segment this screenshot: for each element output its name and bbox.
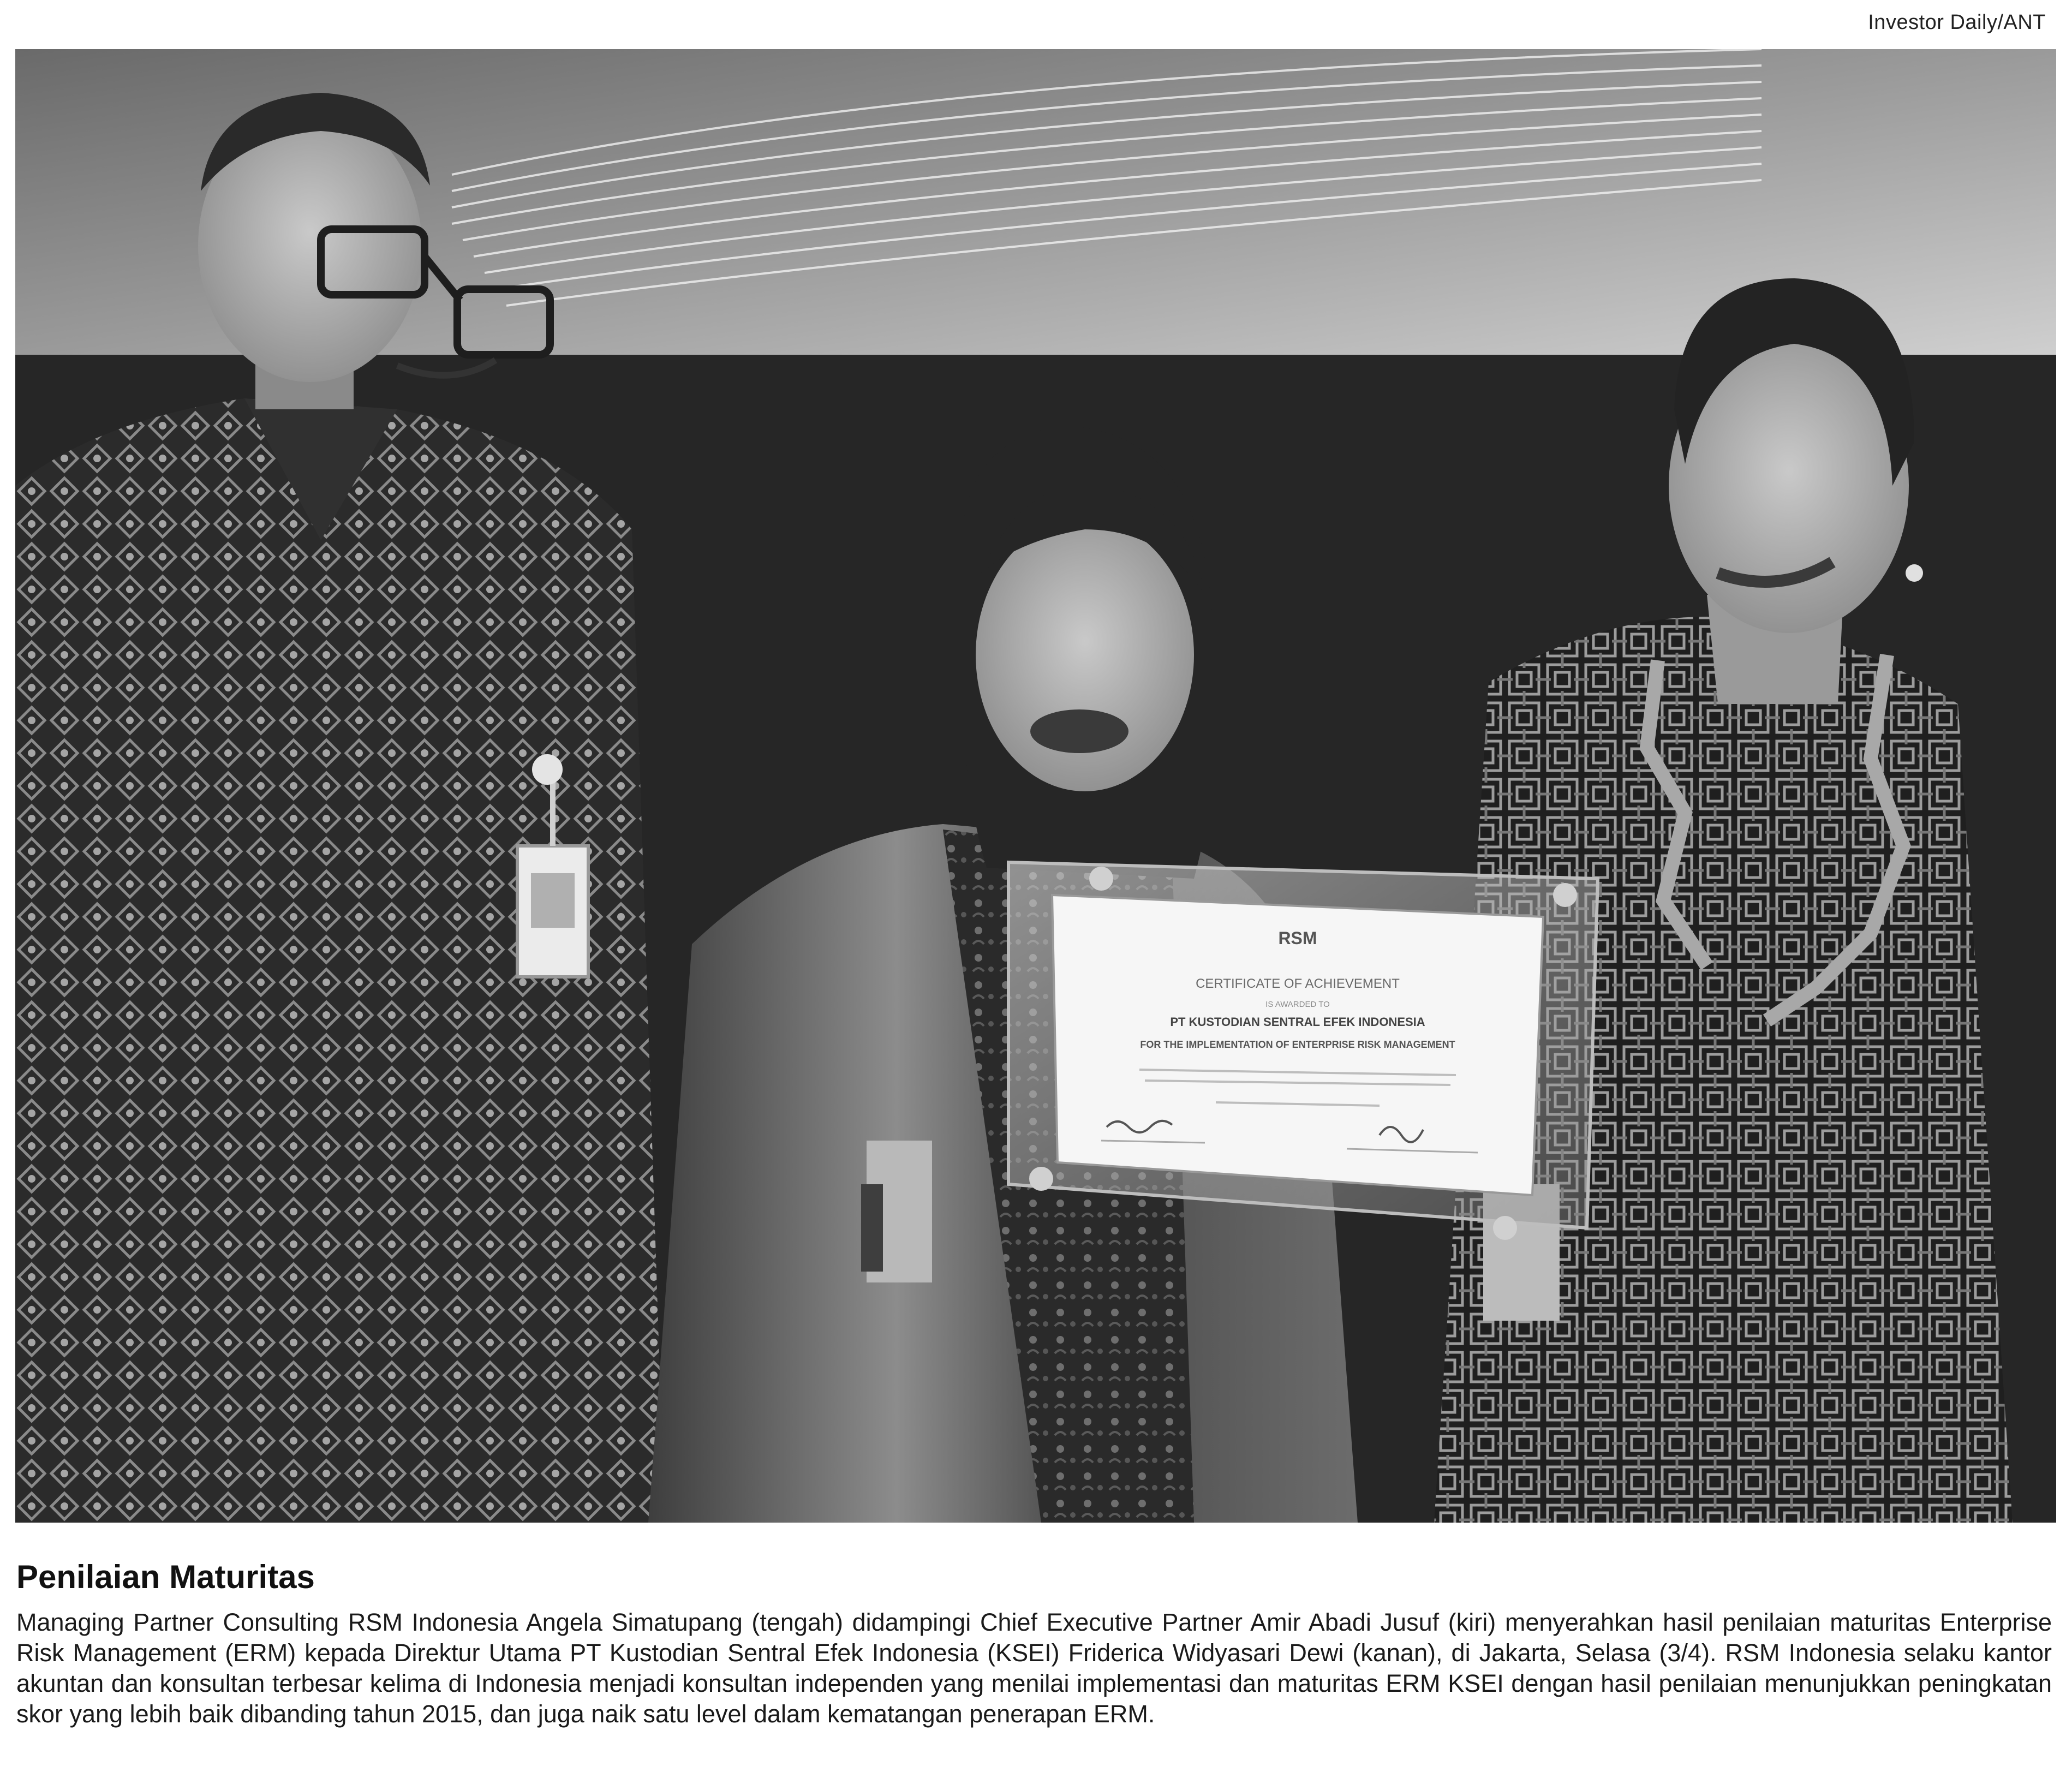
certificate-awarded-label: IS AWARDED TO bbox=[1265, 1000, 1330, 1009]
photo-credit: Investor Daily/ANT bbox=[1868, 11, 2046, 34]
caption-body: Managing Partner Consulting RSM Indonesia Angela Simatupang (tengah) didampingi Chief Executive Partner Amir Abadi Jusuf (kiri) menyerahkan hasil penilaian maturitas Enterprise Risk Management (ERM) kepada Direktur Utama PT Kustodian Sentral Efek Indonesia (KSEI) Friderica Widyasari Dewi (kanan), di Jakarta, Selasa (3/4). RSM Indonesia selaku kantor akuntan dan konsultan terbesar kelima di Indonesia menjadi konsultan independen yang menilai implementasi dan maturitas ERM KSEI dengan hasil penilaian menunjukkan peningkatan skor yang lebih baik dibanding tahun 2015, dan juga naik satu level dalam kematangan penerapan ERM. bbox=[16, 1608, 2052, 1728]
news-photo bbox=[15, 49, 2056, 1523]
certificate-recipient: PT KUSTODIAN SENTRAL EFEK INDONESIA bbox=[1170, 1015, 1425, 1029]
photo-illustration bbox=[15, 49, 2056, 1523]
certificate-brand: RSM bbox=[1278, 928, 1317, 948]
certificate-heading: CERTIFICATE OF ACHIEVEMENT bbox=[1196, 976, 1400, 991]
certificate-plaque bbox=[1008, 862, 1598, 1240]
certificate-reason: FOR THE IMPLEMENTATION OF ENTERPRISE RISK MANAGEMENT bbox=[1140, 1039, 1455, 1050]
caption-title: Penilaian Maturitas bbox=[16, 1559, 315, 1595]
